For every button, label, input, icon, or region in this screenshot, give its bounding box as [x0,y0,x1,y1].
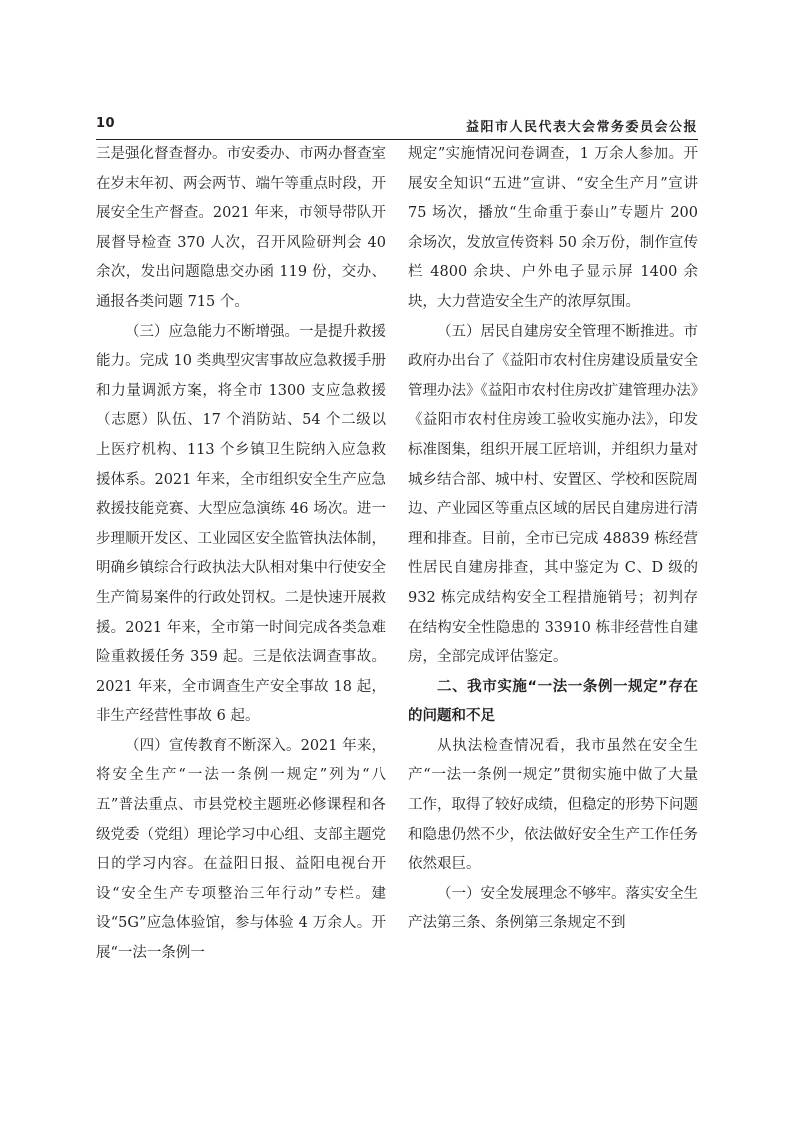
paragraph [408,318,698,673]
subheading: （三）应急能力不断增强。 [125,323,299,340]
paragraph: 规定”实施情况问卷调查，1 万余人参加。开展安全知识“五进”宣讲、“安全生产月”宣讲 75 场次，播放“生命重于泰山”专题片 200 余场次，发放宣传资料 50 余万份，制作宣传栏 4800 余块、户外电子显示屏 1400 余块，大力营造安全生产的浓厚氛围。 [408,146,698,310]
subheading: （一）安全发展理念不够牢。 [437,885,626,902]
right-column [408,140,698,939]
paragraph-body: 落实安全生产法第三条、条例第三条规定不到 [408,885,698,932]
page-number: 10 [96,116,116,131]
paragraph: 从执法检查情况看，我市虽然在安全生产“一法一条例一规定”贯彻实施中做了大量工作，取得了较好成绩，但稳定的形势下问题和隐患仍然不少，依法做好安全生产工作任务依然艰巨。 [408,737,698,873]
journal-title: 益阳市人民代表大会常务委员会公报 [465,120,698,135]
paragraph [408,880,698,939]
subheading: （四）宣传教育不断深入。 [125,737,301,754]
paragraph-body: 市政府办出台了《益阳市农村住房建设质量安全管理办法》《益阳市农村住房改扩建管理办法》《益阳市农村住房竣工验收实施办法》，印发标准图集，组织开展工匠培训，并组织力量对城乡结合部、城中村、安置区、学校和医院周边、产业园区等重点区域的居民自建房进行清理和排查。目前，全市已完成 48839 栋经营性居民自建房排查，其中鉴定为 C、D 级的 932 栋完成结构安全工程措施销号；初判存在结构安全性隐患的 33910 栋非经营性自建房，全部完成评估鉴定。 [408,323,698,666]
paragraph-body: 2021 年来，将安全生产“一法一条例一规定”列为“八五”普法重点、市县党校主题班必修课程和各级党委（党组）理论学习中心组、支部主题党日的学习内容。在益阳日报、益阳电视台开设“安全生产专项整治三年行动”专栏。建设“5G”应急体验馆，参与体验 4 万余人。开展“一法一条例一 [96,737,387,962]
paragraph [96,732,386,969]
page-header [96,116,698,138]
subheading: （五）居民自建房安全管理不断推进。 [437,323,684,340]
section-title: 二、我市实施“一法一条例一规定”存在的问题和不足 [408,678,698,725]
left-column [96,140,386,969]
paragraph: 三是强化督查督办。市安委办、市两办督查室在岁末年初、两会两节、端午等重点时段，开展安全生产督查。2021 年来，市领导带队开展督导检查 370 人次，召开风险研判会 40 余次，发出问题隐患交办函 119 份，交办、通报各类问题 715 个。 [96,146,386,310]
paragraph [96,318,386,732]
paragraph-body: 一是提升救援能力。完成 10 类典型灾害事故应急救援手册和力量调派方案，将全市 1300 支应急救援（志愿）队伍、17 个消防站、54 个二级以上医疗机构、113 个乡镇卫生院纳入应急救援体系。2021 年来，全市组织安全生产应急救援技能竞赛、大型应急演练 46 场次。进一步理顺开发区、工业园区安全监管执法体制，明确乡镇综合行政执法大队相对集中行使安全生产简易案件的行政处罚权。二是快速开展救援。2021 年来，全市第一时间完成各类急难险重救援任务 359 起。三是依法调查事故。2021 年来，全市调查生产安全事故 18 起，非生产经营性事故 6 起。 [96,323,386,725]
